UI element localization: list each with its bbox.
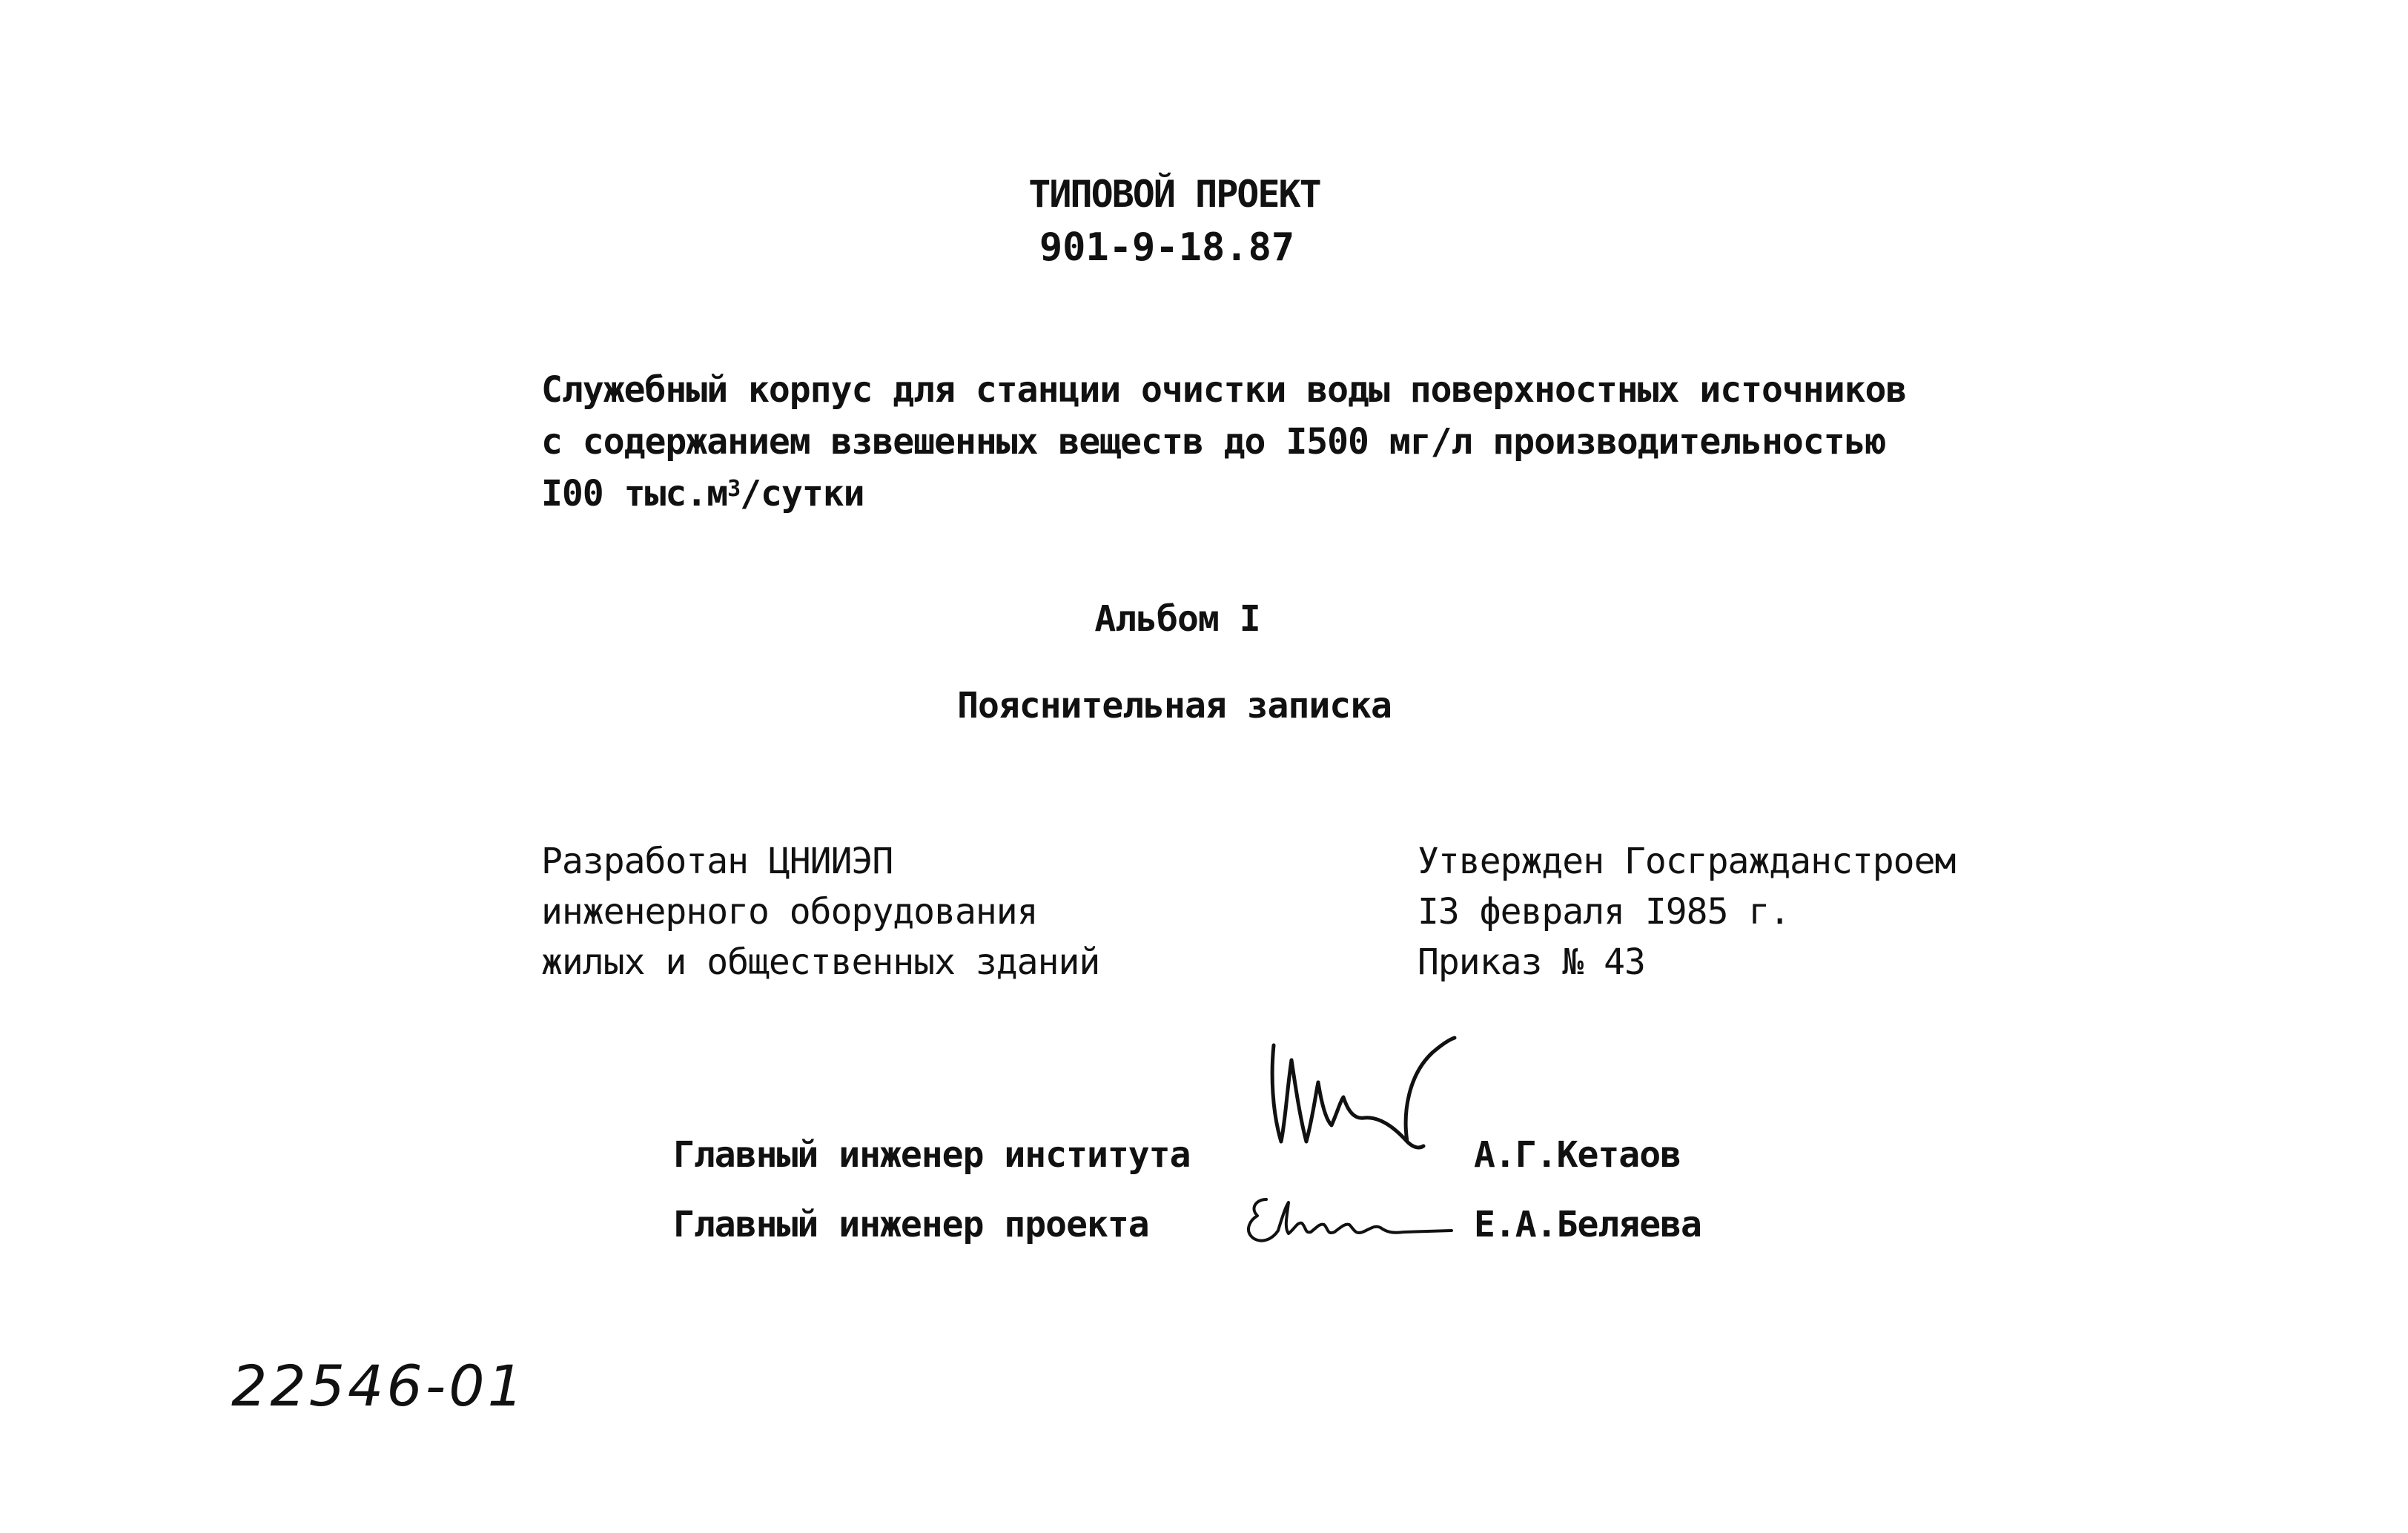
project-description-line-1: Служебный корпус для станции очистки воды поверхностных источников <box>541 369 1907 411</box>
project-type-heading: ТИПОВОЙ ПРОЕКТ <box>1028 173 1320 216</box>
document-inventory-number: 22546-01 <box>231 1353 526 1419</box>
project-description-line-3 <box>541 471 864 516</box>
developer-line-1: Разработан ЦНИИЭП <box>541 841 893 882</box>
approval-line-3: Приказ № 43 <box>1418 941 1645 983</box>
document-subtitle: Пояснительная записка <box>957 685 1392 726</box>
developer-line-3: жилых и общественных зданий <box>541 941 1100 983</box>
handwritten-signature-1 <box>1260 1030 1498 1179</box>
capacity-exponent: 3 <box>727 476 741 502</box>
capacity-value: I00 тыс.м <box>541 473 728 514</box>
signatory-role-institute: Главный инженер института <box>673 1134 1191 1176</box>
signatory-role-project: Главный инженер проекта <box>673 1204 1149 1245</box>
album-title: Альбом I <box>1094 598 1260 640</box>
handwritten-signature-2 <box>1237 1186 1459 1253</box>
approval-line-2: I3 февраля I985 г. <box>1418 891 1790 933</box>
signatory-name-project: Е.А.Беляева <box>1474 1204 1701 1245</box>
signatory-name-institute: А.Г.Кетаов <box>1474 1134 1681 1176</box>
capacity-unit: /сутки <box>740 473 864 514</box>
project-description-line-2: с содержанием взвешенных веществ до I500 мг/л производительностью <box>541 421 1886 463</box>
project-code: 901-9-18.87 <box>1039 225 1295 270</box>
developer-line-2: инженерного оборудования <box>541 891 1038 933</box>
approval-line-1: Утвержден Госгражданстроем <box>1418 841 1956 882</box>
